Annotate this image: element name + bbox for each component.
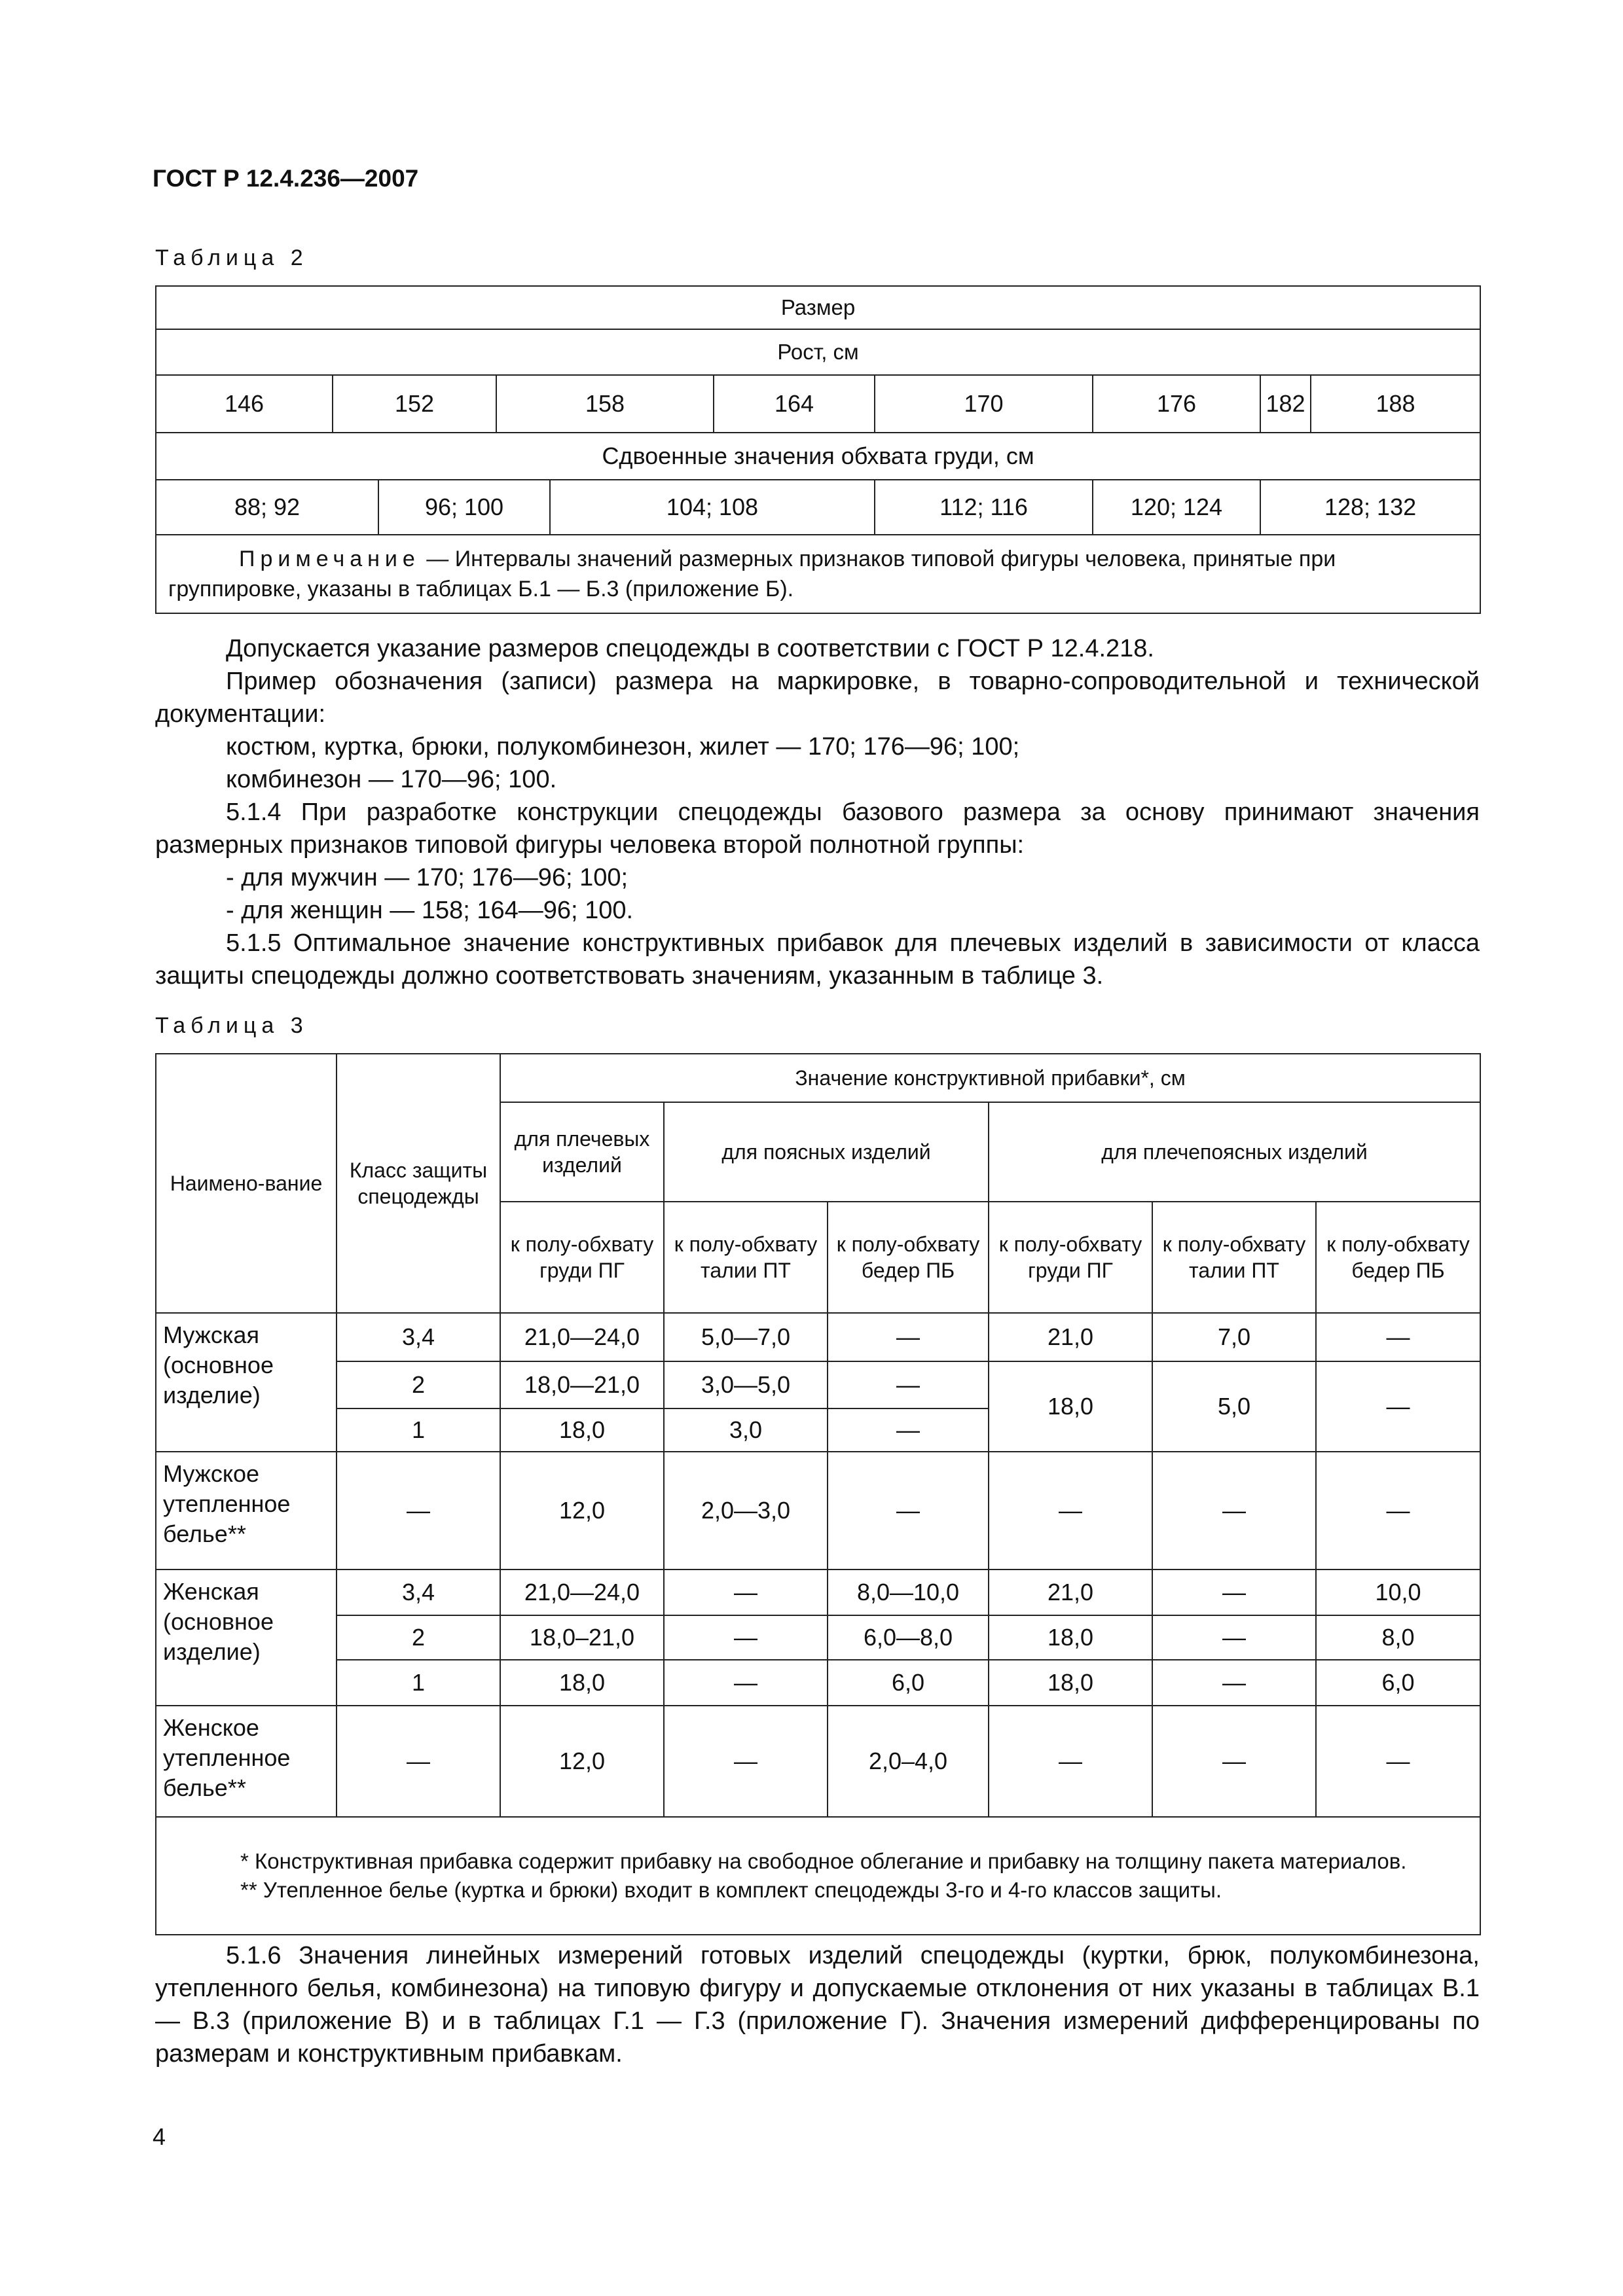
table2-title: Размер: [156, 286, 1480, 329]
table-cell: 18,0: [989, 1361, 1152, 1452]
subheader-hip: к полу-обхвату бедер ПБ: [1316, 1202, 1480, 1313]
table-cell: —: [1152, 1452, 1316, 1570]
table-cell: —: [828, 1452, 989, 1570]
height-cell: 182: [1260, 375, 1311, 433]
table-cell: 1: [337, 1408, 500, 1452]
table-cell: —: [1316, 1706, 1480, 1817]
table-cell: 10,0: [1316, 1570, 1480, 1615]
table-cell: —: [664, 1615, 828, 1660]
chest-cell: 104; 108: [550, 480, 875, 535]
table-cell: 5,0: [1152, 1361, 1316, 1452]
table-cell: 2: [337, 1361, 500, 1408]
table-cell: —: [664, 1660, 828, 1706]
table-cell: 3,0: [664, 1408, 828, 1452]
table-cell: 2: [337, 1615, 500, 1660]
paragraph: 5.1.4 При разработке конструкции спецодежды базового размера за основу принимают значения размерных признаков типовой фигуры человека второй полнотной группы:: [155, 798, 1480, 859]
table-cell: 18,0: [989, 1660, 1152, 1706]
table-cell: 21,0: [989, 1313, 1152, 1361]
footnote-1: * Конструктивная прибавка содержит прибавку на свободное облегание и прибавку на толщину пакета материалов.: [240, 1849, 1407, 1873]
table-cell: 18,0: [989, 1615, 1152, 1660]
table-cell: 18,0—21,0: [500, 1361, 664, 1408]
table-cell: —: [1316, 1361, 1480, 1452]
subheader-waist-girth: к полу-обхвату талии ПТ: [1152, 1202, 1316, 1313]
table-cell: 2,0—3,0: [664, 1452, 828, 1570]
table-cell: 18,0–21,0: [500, 1615, 664, 1660]
height-cell: 188: [1311, 375, 1480, 433]
subheader-waist-girth: к полу-обхвату талии ПТ: [664, 1202, 828, 1313]
paragraph: Пример обозначения (записи) размера на маркировке, в товарно-сопроводительной и технической документации:: [155, 668, 1480, 728]
table2-caption: Таблица 2: [155, 245, 308, 270]
table3-caption: Таблица 3: [155, 1013, 308, 1038]
table-cell: —: [828, 1313, 989, 1361]
table-cell: 6,0: [1316, 1660, 1480, 1706]
table2-note: [156, 535, 1480, 613]
table-cell: 3,4: [337, 1570, 500, 1615]
table-cell: 6,0: [828, 1660, 989, 1706]
height-cell: 164: [714, 375, 875, 433]
document-header: ГОСТ Р 12.4.236—2007: [153, 165, 419, 192]
header-waist: для поясных изделий: [664, 1102, 989, 1202]
table-cell: 3,0—5,0: [664, 1361, 828, 1408]
subheader-chest: к полу-обхвату груди ПГ: [989, 1202, 1152, 1313]
paragraph: комбинезон — 170—96; 100.: [226, 766, 557, 793]
page-number: 4: [153, 2123, 166, 2150]
height-cell: 152: [333, 375, 496, 433]
subheader-hip: к полу-обхвату бедер ПБ: [828, 1202, 989, 1313]
header-value: Значение конструктивной прибавки*, см: [500, 1054, 1480, 1102]
body-paragraphs-1: [155, 632, 1480, 992]
table-cell: 21,0: [989, 1570, 1152, 1615]
table-2: [155, 285, 1481, 614]
table-3: [155, 1053, 1481, 1935]
height-cell: 146: [156, 375, 333, 433]
table-cell: 21,0—24,0: [500, 1313, 664, 1361]
table2-chest-label: Сдвоенные значения обхвата груди, см: [156, 433, 1480, 480]
table-cell: 21,0—24,0: [500, 1570, 664, 1615]
table-cell: 5,0—7,0: [664, 1313, 828, 1361]
table3-footnotes: [156, 1817, 1480, 1935]
table-cell: —: [828, 1408, 989, 1452]
paragraph: - для мужчин — 170; 176—96; 100;: [226, 864, 629, 891]
table-cell: —: [1152, 1660, 1316, 1706]
table-cell: —: [337, 1452, 500, 1570]
table2-height-label: Рост, см: [156, 329, 1480, 375]
chest-cell: 112; 116: [875, 480, 1093, 535]
table-cell: —: [337, 1706, 500, 1817]
table-cell: —: [664, 1570, 828, 1615]
table-cell: —: [989, 1452, 1152, 1570]
height-cell: 170: [875, 375, 1093, 433]
table-cell: 18,0: [500, 1408, 664, 1452]
table-cell: 6,0—8,0: [828, 1615, 989, 1660]
footnote-2: ** Утепленное белье (куртка и брюки) входит в комплект спецодежды 3-го и 4-го классов защиты.: [240, 1878, 1222, 1902]
note-text: — Интервалы значений размерных признаков типовой фигуры человека, принятые при группировке, указаны в таблицах Б.1 — Б.3 (приложение Б).: [168, 547, 1336, 601]
header-class: Класс защиты спецодежды: [337, 1054, 500, 1313]
paragraph: - для женщин — 158; 164—96; 100.: [226, 897, 634, 924]
header-shoulder: для плечевых изделий: [500, 1102, 664, 1202]
row-name-women-main: Женская (основное изделие): [156, 1570, 337, 1706]
chest-cell: 128; 132: [1260, 480, 1480, 535]
paragraph: костюм, куртка, брюки, полукомбинезон, жилет — 170; 176—96; 100;: [226, 733, 1020, 761]
table-cell: —: [828, 1361, 989, 1408]
table-cell: 1: [337, 1660, 500, 1706]
paragraph: 5.1.5 Оптимальное значение конструктивных прибавок для плечевых изделий в зависимости от класса защиты спецодежды должно соответствовать значениям, указанным в таблице 3.: [155, 929, 1480, 990]
table-cell: 12,0: [500, 1706, 664, 1817]
table-cell: 7,0: [1152, 1313, 1316, 1361]
height-cell: 158: [496, 375, 714, 433]
table-cell: 3,4: [337, 1313, 500, 1361]
table-cell: —: [1152, 1706, 1316, 1817]
table-cell: —: [664, 1706, 828, 1817]
table-cell: —: [989, 1706, 1152, 1817]
header-name: Наимено-вание: [156, 1054, 337, 1313]
table-cell: 2,0–4,0: [828, 1706, 989, 1817]
row-name-women-underwear: Женское утепленное белье**: [156, 1706, 337, 1817]
row-name-men-underwear: Мужское утепленное белье**: [156, 1452, 337, 1570]
table-cell: 12,0: [500, 1452, 664, 1570]
table-cell: 8,0: [1316, 1615, 1480, 1660]
table-cell: —: [1152, 1615, 1316, 1660]
chest-cell: 96; 100: [378, 480, 550, 535]
subheader-chest: к полу-обхвату груди ПГ: [500, 1202, 664, 1313]
chest-cell: 88; 92: [156, 480, 378, 535]
height-cell: 176: [1093, 375, 1260, 433]
note-label: Примечание: [239, 547, 420, 571]
header-shoulder-waist: для плечепоясных изделий: [989, 1102, 1480, 1202]
body-paragraphs-2: [155, 1939, 1480, 2070]
chest-cell: 120; 124: [1093, 480, 1260, 535]
table-cell: 18,0: [500, 1660, 664, 1706]
table-cell: —: [1152, 1570, 1316, 1615]
table-cell: —: [1316, 1452, 1480, 1570]
table-cell: —: [1316, 1313, 1480, 1361]
paragraph: Допускается указание размеров спецодежды в соответствии с ГОСТ Р 12.4.218.: [226, 635, 1154, 662]
table-cell: 8,0—10,0: [828, 1570, 989, 1615]
row-name-men-main: Мужская (основное изделие): [156, 1313, 337, 1452]
paragraph: 5.1.6 Значения линейных измерений готовых изделий спецодежды (куртки, брюк, полукомбинезона, утепленного белья, комбинезона) на типовую фигуру и допускаемые отклонения от них указаны в таблицах В.1 — В.3 (приложение В) и в таблицах Г.1 — Г.3 (приложение Г). Значения измерений дифференцированы по размерам и конструктивным прибавкам.: [155, 1942, 1480, 2068]
